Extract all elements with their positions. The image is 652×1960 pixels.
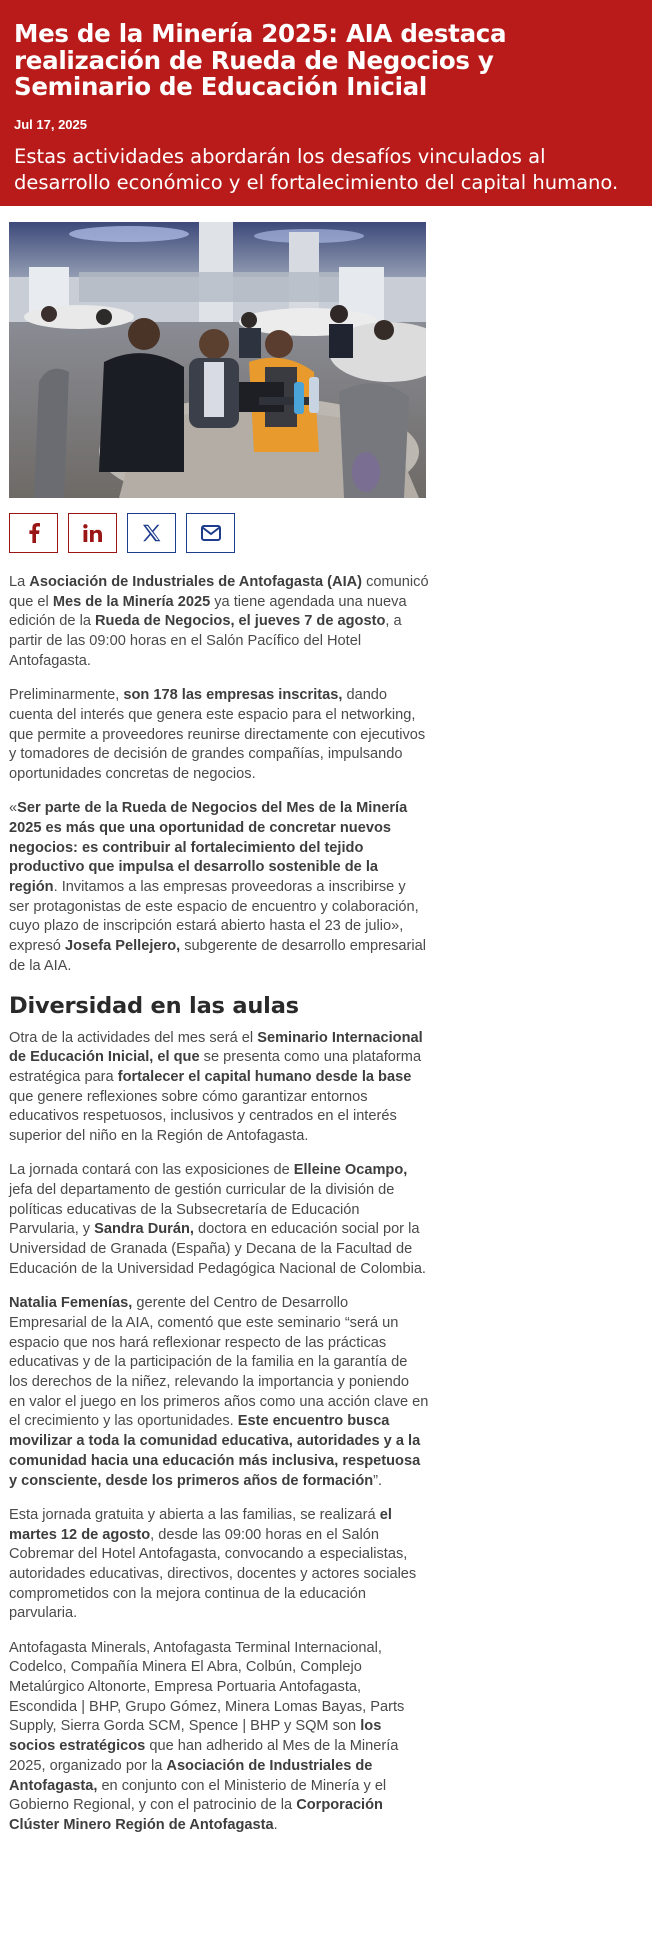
paragraph: Natalia Femenías, gerente del Centro de Desarrollo Empresarial de la AIA, comentó que este seminario “será un espacio que nos hará reflexionar respecto de las prácticas educativas y de la participación de la familia en la garantía de los derechos de la niñez, relevando la importancia y poniendo en valor el juego en los primeros años como una acción clave en el crecimiento y las oportunidades. Este encuentro busca movilizar a toda la comunidad educativa, autoridades y a la comunidad hacia una educación más inclusiva, respetuosa y consciente, desde los primeros años de formación”. (9, 1295, 429, 1489)
share-email-button[interactable] (186, 513, 235, 553)
publish-date: Jul 17, 2025 (14, 116, 87, 132)
paragraph: Otra de la actividades del mes será el Seminario Internacional de Educación Inicial, el que se presenta como una plataforma estratégica para fortalecer el capital humano desde la base que genere reflexiones sobre cómo garantizar entornos educativos respetuosos, inclusivos y centrados en el interés superior del niño en la Región de Antofagasta. (9, 1029, 423, 1145)
share-x-button[interactable] (127, 513, 176, 553)
quote-paragraph: «Ser parte de la Rueda de Negocios del Mes de la Minería 2025 es más que una oportunidad de concretar nuevos negocios: es contribuir al fortalecimiento del tejido productivo que impulsa el desarrollo sostenible de la región. Invitamos a las empresas proveedoras a inscribirse y ser protagonistas de este espacio de encuentro y colaboración, cuyo plazo de inscripción estará abierto hasta el 23 de julio», expresó Josefa Pellejero, subgerente de desarrollo empresarial de la AIA. (9, 800, 426, 974)
page-title: Mes de la Minería 2025: AIA destaca realización de Rueda de Negocios y Seminario de Educación Inicial (14, 19, 507, 101)
email-icon (201, 525, 221, 541)
paragraph: Esta jornada gratuita y abierta a las familias, se realizará el martes 12 de agosto, desde las 09:00 horas en el Salón Cobremar del Hotel Antofagasta, convocando a especialistas, autoridades educativas, directivos, docentes y actores sociales comprometidos con la mejora continua de la educación parvularia. (9, 1506, 417, 1622)
article-header (0, 0, 652, 206)
paragraph: La jornada contará con las exposiciones de Elleine Ocampo, jefa del departamento de gestión curricular de la división de políticas educativas de la Subsecretaría de Educación Parvularia, y Sandra Durán, doctora en educación social por la Universidad de Granada (España) y Decana de la Facultad de Educación de la Universidad Pedagógica Nacional de Colombia. (9, 1162, 426, 1277)
article-body (9, 573, 429, 1850)
paragraph: Preliminarmente, son 178 las empresas inscritas, dando cuenta del interés que genera este espacio para el networking, que permite a proveedores reunirse directamente con ejecutivos y tomadores de decisión de grandes compañías, impulsando oportunidades concretas de negocios. (9, 687, 426, 782)
paragraph: La Asociación de Industriales de Antofagasta (AIA) comunicó que el Mes de la Minería 2025 ya tiene agendada una nueva edición de la Rueda de Negocios, el jueves 7 de agosto, a partir de las 09:00 horas en el Salón Pacífico del Hotel Antofagasta. (9, 574, 429, 669)
paragraph: Antofagasta Minerals, Antofagasta Terminal Internacional, Codelco, Compañía Minera El Abra, Colbún, Complejo Metalúrgico Altonorte, Empresa Portuaria Antofagasta, Escondida | BHP, Grupo Gómez, Minera Lomas Bayas, Parts Supply, Sierra Gorda SCM, Spence | BHP y SQM son los socios estratégicos que han adherido al Mes de la Minería 2025, organizado por la Asociación de Industriales de Antofagasta, en conjunto con el Ministerio de Minería y el Gobierno Regional, y con el patrocinio de la Corporación Clúster Minero Región de Antofagasta. (9, 1639, 405, 1833)
share-linkedin-button[interactable] (68, 513, 117, 553)
x-icon (142, 524, 162, 542)
facebook-icon (27, 523, 41, 543)
event-photo (9, 222, 426, 498)
share-facebook-button[interactable] (9, 513, 58, 553)
section-heading: Diversidad en las aulas (9, 992, 299, 1019)
linkedin-icon (83, 524, 103, 542)
share-bar (9, 513, 235, 553)
article-subtitle: Estas actividades abordarán los desafíos vinculados al desarrollo económico y el fortalecimiento del capital humano. (14, 144, 619, 194)
